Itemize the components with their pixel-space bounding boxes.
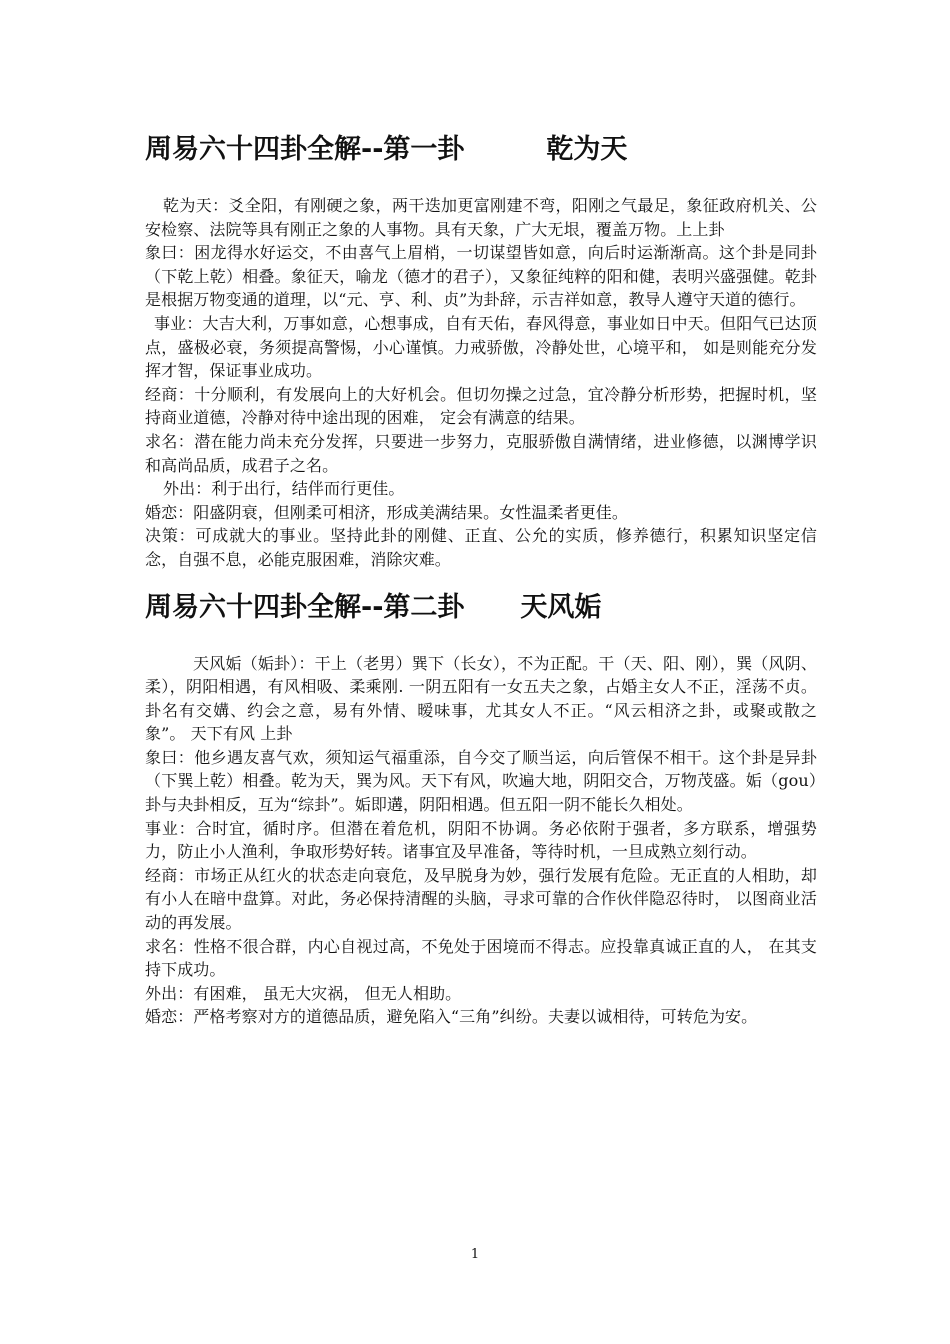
section-title [145,588,817,628]
section-body [145,652,817,1030]
section-hexagram-2 [145,588,817,1030]
paragraph-romance: 婚恋：阳盛阴衰，但刚柔可相济，形成美满结果。女性温柔者更佳。 [145,502,629,522]
paragraph-travel: 外出：利于出行，结伴而行更佳。 [163,479,405,499]
section-title [145,130,817,170]
section-body [145,194,817,572]
paragraph-business: 经商：十分顺利，有发展向上的大好机会。但切勿操之过急，宜冷静分析形势，把握时机，坚持商业道德，冷静对待中途出现的困难， 定会有满意的结果。 [145,384,817,428]
paragraph-overview: 乾为天：爻全阳，有刚硬之象，两干迭加更富刚建不弯，阳刚之气最足，象征政府机关、公安检察、法院等具有刚正之象的人事物。具有天象，广大无垠，覆盖万物。上上卦 [145,196,817,239]
section-title-prefix: 周易六十四卦全解--第二卦 [145,591,465,623]
paragraph-overview: 天风姤（姤卦）：干上（老男）巽下（长女），不为正配。干（天、阳、刚），巽（风阴、柔），阴阳相遇，有风相吸、柔乘刚. 一阴五阳有一女五夫之象，占婚主女人不正，淫荡不贞。卦名有交媾、约会之意，易有外情、暧味事，尤其女人不正。“风云相济之卦，或聚或散之象”。 天下有风 上卦 [145,653,817,744]
section-title-name: 天风姤 [520,591,602,623]
paragraph-business: 经商：市场正从红火的状态走向衰危，及早脱身为妙，强行发展有危险。无正直的人相助，却有小人在暗中盘算。对此，务必保持清醒的头脑，寻求可靠的合作伙伴隐忍待时， 以图商业活动的再发展。 [145,865,817,933]
paragraph-romance: 婚恋：严格考察对方的道德品质，避免陷入“三角”纠纷。夫妻以诚相待，可转危为安。 [145,1007,758,1027]
section-title-name: 乾为天 [546,134,628,165]
paragraph-xiang: 象曰：困龙得水好运交，不由喜气上眉梢，一切谋望皆如意，向后时运渐渐高。这个卦是同卦（下乾上乾）相叠。象征天，喻龙（德才的君子），又象征纯粹的阳和健，表明兴盛强健。乾卦是根据万物变通的道理，以“元、亨、利、贞”为卦辞，示吉祥如意，教导人遵守天道的德行。 [145,243,817,310]
paragraph-fame: 求名：潜在能力尚未充分发挥，只要进一步努力，克服骄傲自满情绪，进业修德，以渊博学识和高尚品质，成君子之名。 [145,431,817,475]
paragraph-career: 事业：合时宜，循时序。但潜在着危机，阴阳不协调。务必依附于强者，多方联系，增强势力，防止小人渔利，争取形势好转。诸事宜及早准备，等待时机，一旦成熟立刻行动。 [145,818,817,862]
paragraph-career: 事业：大吉大利，万事如意，心想事成，自有天佑，春风得意，事业如日中天。但阳气已达顶点，盛极必衰，务须提高警惕，小心谨慎。力戒骄傲，冷静处世，心境平和， 如是则能充分发挥才智，保证事业成功。 [145,313,817,381]
section-title-prefix: 周易六十四卦全解--第一卦 [145,134,465,165]
paragraph-fame: 求名：性格不很合群，内心自视过高，不免处于困境而不得志。应投靠真诚正直的人， 在其支持下成功。 [145,936,817,980]
page-number: 1 [470,1247,480,1262]
paragraph-decision: 决策：可成就大的事业。坚持此卦的刚健、正直、公允的实质，修养德行，积累知识坚定信念，自强不息，必能克服困难，消除灾难。 [145,526,817,569]
paragraph-xiang: 象曰：他乡遇友喜气欢，须知运气福重添，自今交了顺当运，向后管保不相干。这个卦是异卦（下巽上乾）相叠。乾为天，巽为风。天下有风，吹遍大地，阴阳交合，万物茂盛。姤（gou）卦与夬卦相反，互为“综卦”。姤即遘，阴阳相遇。但五阳一阴不能长久相处。 [145,747,817,815]
section-hexagram-1 [145,130,817,572]
page-content [145,130,817,1029]
paragraph-travel: 外出：有困难， 虽无大灾祸， 但无人相助。 [145,983,462,1003]
